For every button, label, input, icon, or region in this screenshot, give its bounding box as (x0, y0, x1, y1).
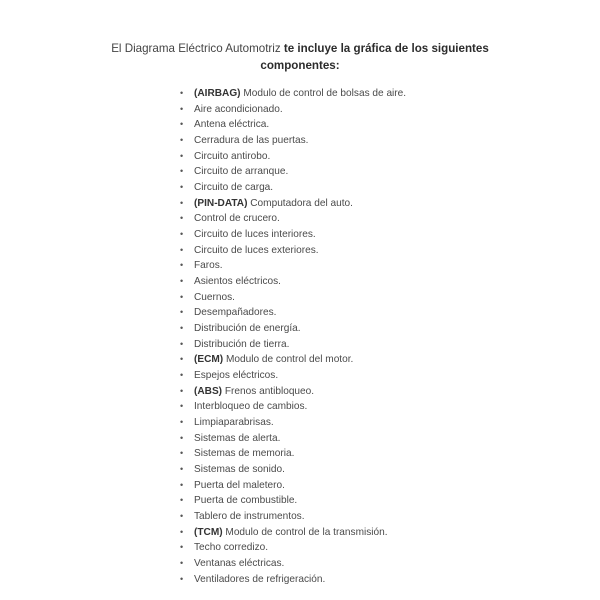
bullet-icon: • (180, 276, 184, 287)
list-item-abbreviation: (TCM) (194, 526, 223, 538)
list-item-text: Desempañadores. (194, 307, 277, 319)
list-item (180, 133, 406, 149)
list-item (180, 556, 406, 572)
bullet-icon: • (180, 244, 184, 255)
list-item (180, 415, 406, 431)
list-item-text: Ventiladores de refrigeración. (194, 573, 326, 585)
list-item (180, 211, 406, 227)
list-item (180, 102, 406, 118)
list-item (180, 164, 406, 180)
list-item-text: Asientos eléctricos. (194, 276, 281, 288)
list-item-text: Circuito de luces interiores. (194, 229, 316, 241)
list-item (180, 478, 406, 494)
list-item (180, 180, 406, 196)
component-list (180, 86, 406, 588)
list-item-text: Control de crucero. (194, 213, 280, 225)
list-item-text: Puerta de combustible. (194, 495, 298, 507)
bullet-icon: • (180, 401, 184, 412)
list-item (180, 196, 406, 212)
list-item (180, 227, 406, 243)
list-item (180, 431, 406, 447)
list-item (180, 258, 406, 274)
list-item-text: Tablero de instrumentos. (194, 511, 305, 523)
bullet-icon: • (180, 542, 184, 553)
list-item-text: Limpiaparabrisas. (194, 417, 274, 429)
list-item-text: Circuito antirobo. (194, 150, 271, 162)
bullet-icon: • (180, 354, 184, 365)
bullet-icon: • (180, 119, 184, 130)
bullet-icon: • (180, 417, 184, 428)
bullet-icon: • (180, 526, 184, 537)
bullet-icon: • (180, 479, 184, 490)
list-item (180, 290, 406, 306)
intro-normal-text: El Diagrama Eléctrico Automotriz (111, 42, 281, 55)
list-item (180, 399, 406, 415)
list-item (180, 86, 406, 102)
bullet-icon: • (180, 385, 184, 396)
bullet-icon: • (180, 291, 184, 302)
list-item (180, 243, 406, 259)
list-item-text: Sistemas de sonido. (194, 464, 285, 476)
bullet-icon: • (180, 338, 184, 349)
list-item-abbreviation: (ABS) (194, 385, 223, 397)
bullet-icon: • (180, 260, 184, 271)
list-item-text: Frenos antibloqueo. (224, 385, 315, 397)
list-item-text: Interbloqueo de cambios. (194, 401, 308, 413)
intro-paragraph (0, 40, 600, 74)
list-item (180, 525, 406, 541)
list-item (180, 446, 406, 462)
list-item-text: Computadora del auto. (250, 197, 353, 209)
list-item-text: Espejos eléctricos. (194, 370, 279, 382)
list-item-text: Antena eléctrica. (194, 119, 270, 131)
bullet-icon: • (180, 448, 184, 459)
list-item-text: Circuito de luces exteriores. (194, 244, 319, 256)
bullet-icon: • (180, 307, 184, 318)
bullet-icon: • (180, 511, 184, 522)
bullet-icon: • (180, 88, 184, 98)
list-item (180, 509, 406, 525)
bullet-icon: • (180, 370, 184, 381)
list-item (180, 305, 406, 321)
list-item (180, 337, 406, 353)
list-item-text: Puerta del maletero. (194, 479, 285, 491)
list-item (180, 384, 406, 400)
list-item-text: Faros. (194, 260, 223, 272)
bullet-icon: • (180, 573, 184, 584)
list-item-abbreviation: (PIN-DATA) (194, 197, 248, 209)
list-item-text: Modulo de control del motor. (225, 354, 354, 366)
bullet-icon: • (180, 103, 184, 114)
bullet-icon: • (180, 135, 184, 146)
list-item (180, 321, 406, 337)
list-item-text: Circuito de arranque. (194, 166, 289, 178)
bullet-icon: • (180, 558, 184, 569)
list-item-text: Circuito de carga. (194, 182, 274, 194)
list-item-text: Sistemas de memoria. (194, 448, 295, 460)
bullet-icon: • (180, 213, 184, 224)
list-item-text: Sistemas de alerta. (194, 432, 281, 444)
intro-bold-text: te incluye la gráfica de los siguientes (283, 42, 489, 55)
bullet-icon: • (180, 229, 184, 240)
list-item (180, 149, 406, 165)
list-item-text: Cerradura de las puertas. (194, 135, 309, 147)
list-item-text: Techo corredizo. (194, 542, 269, 554)
bullet-icon: • (180, 182, 184, 193)
list-item-text: Cuernos. (194, 291, 235, 303)
list-item-text: Modulo de control de la transmisión. (225, 526, 388, 538)
bullet-icon: • (180, 197, 184, 208)
list-item-text: Distribución de energía. (194, 323, 301, 335)
bullet-icon: • (180, 464, 184, 475)
list-item (180, 540, 406, 556)
list-item-text: Distribución de tierra. (194, 338, 290, 350)
intro-bold-text-line2: componentes: (260, 59, 340, 72)
bullet-icon: • (180, 323, 184, 334)
list-item (180, 572, 406, 588)
list-item (180, 462, 406, 478)
bullet-icon: • (180, 432, 184, 443)
list-item-text: Modulo de control de bolsas de aire. (243, 88, 407, 99)
list-item-text: Aire acondicionado. (194, 103, 283, 115)
list-item-abbreviation: (AIRBAG) (194, 88, 241, 99)
bullet-icon: • (180, 150, 184, 161)
bullet-icon: • (180, 166, 184, 177)
bullet-icon: • (180, 495, 184, 506)
list-item (180, 352, 406, 368)
list-item-abbreviation: (ECM) (194, 354, 224, 366)
list-item-text: Ventanas eléctricas. (194, 558, 285, 570)
list-item (180, 368, 406, 384)
list-item (180, 493, 406, 509)
list-item (180, 117, 406, 133)
list-item (180, 274, 406, 290)
